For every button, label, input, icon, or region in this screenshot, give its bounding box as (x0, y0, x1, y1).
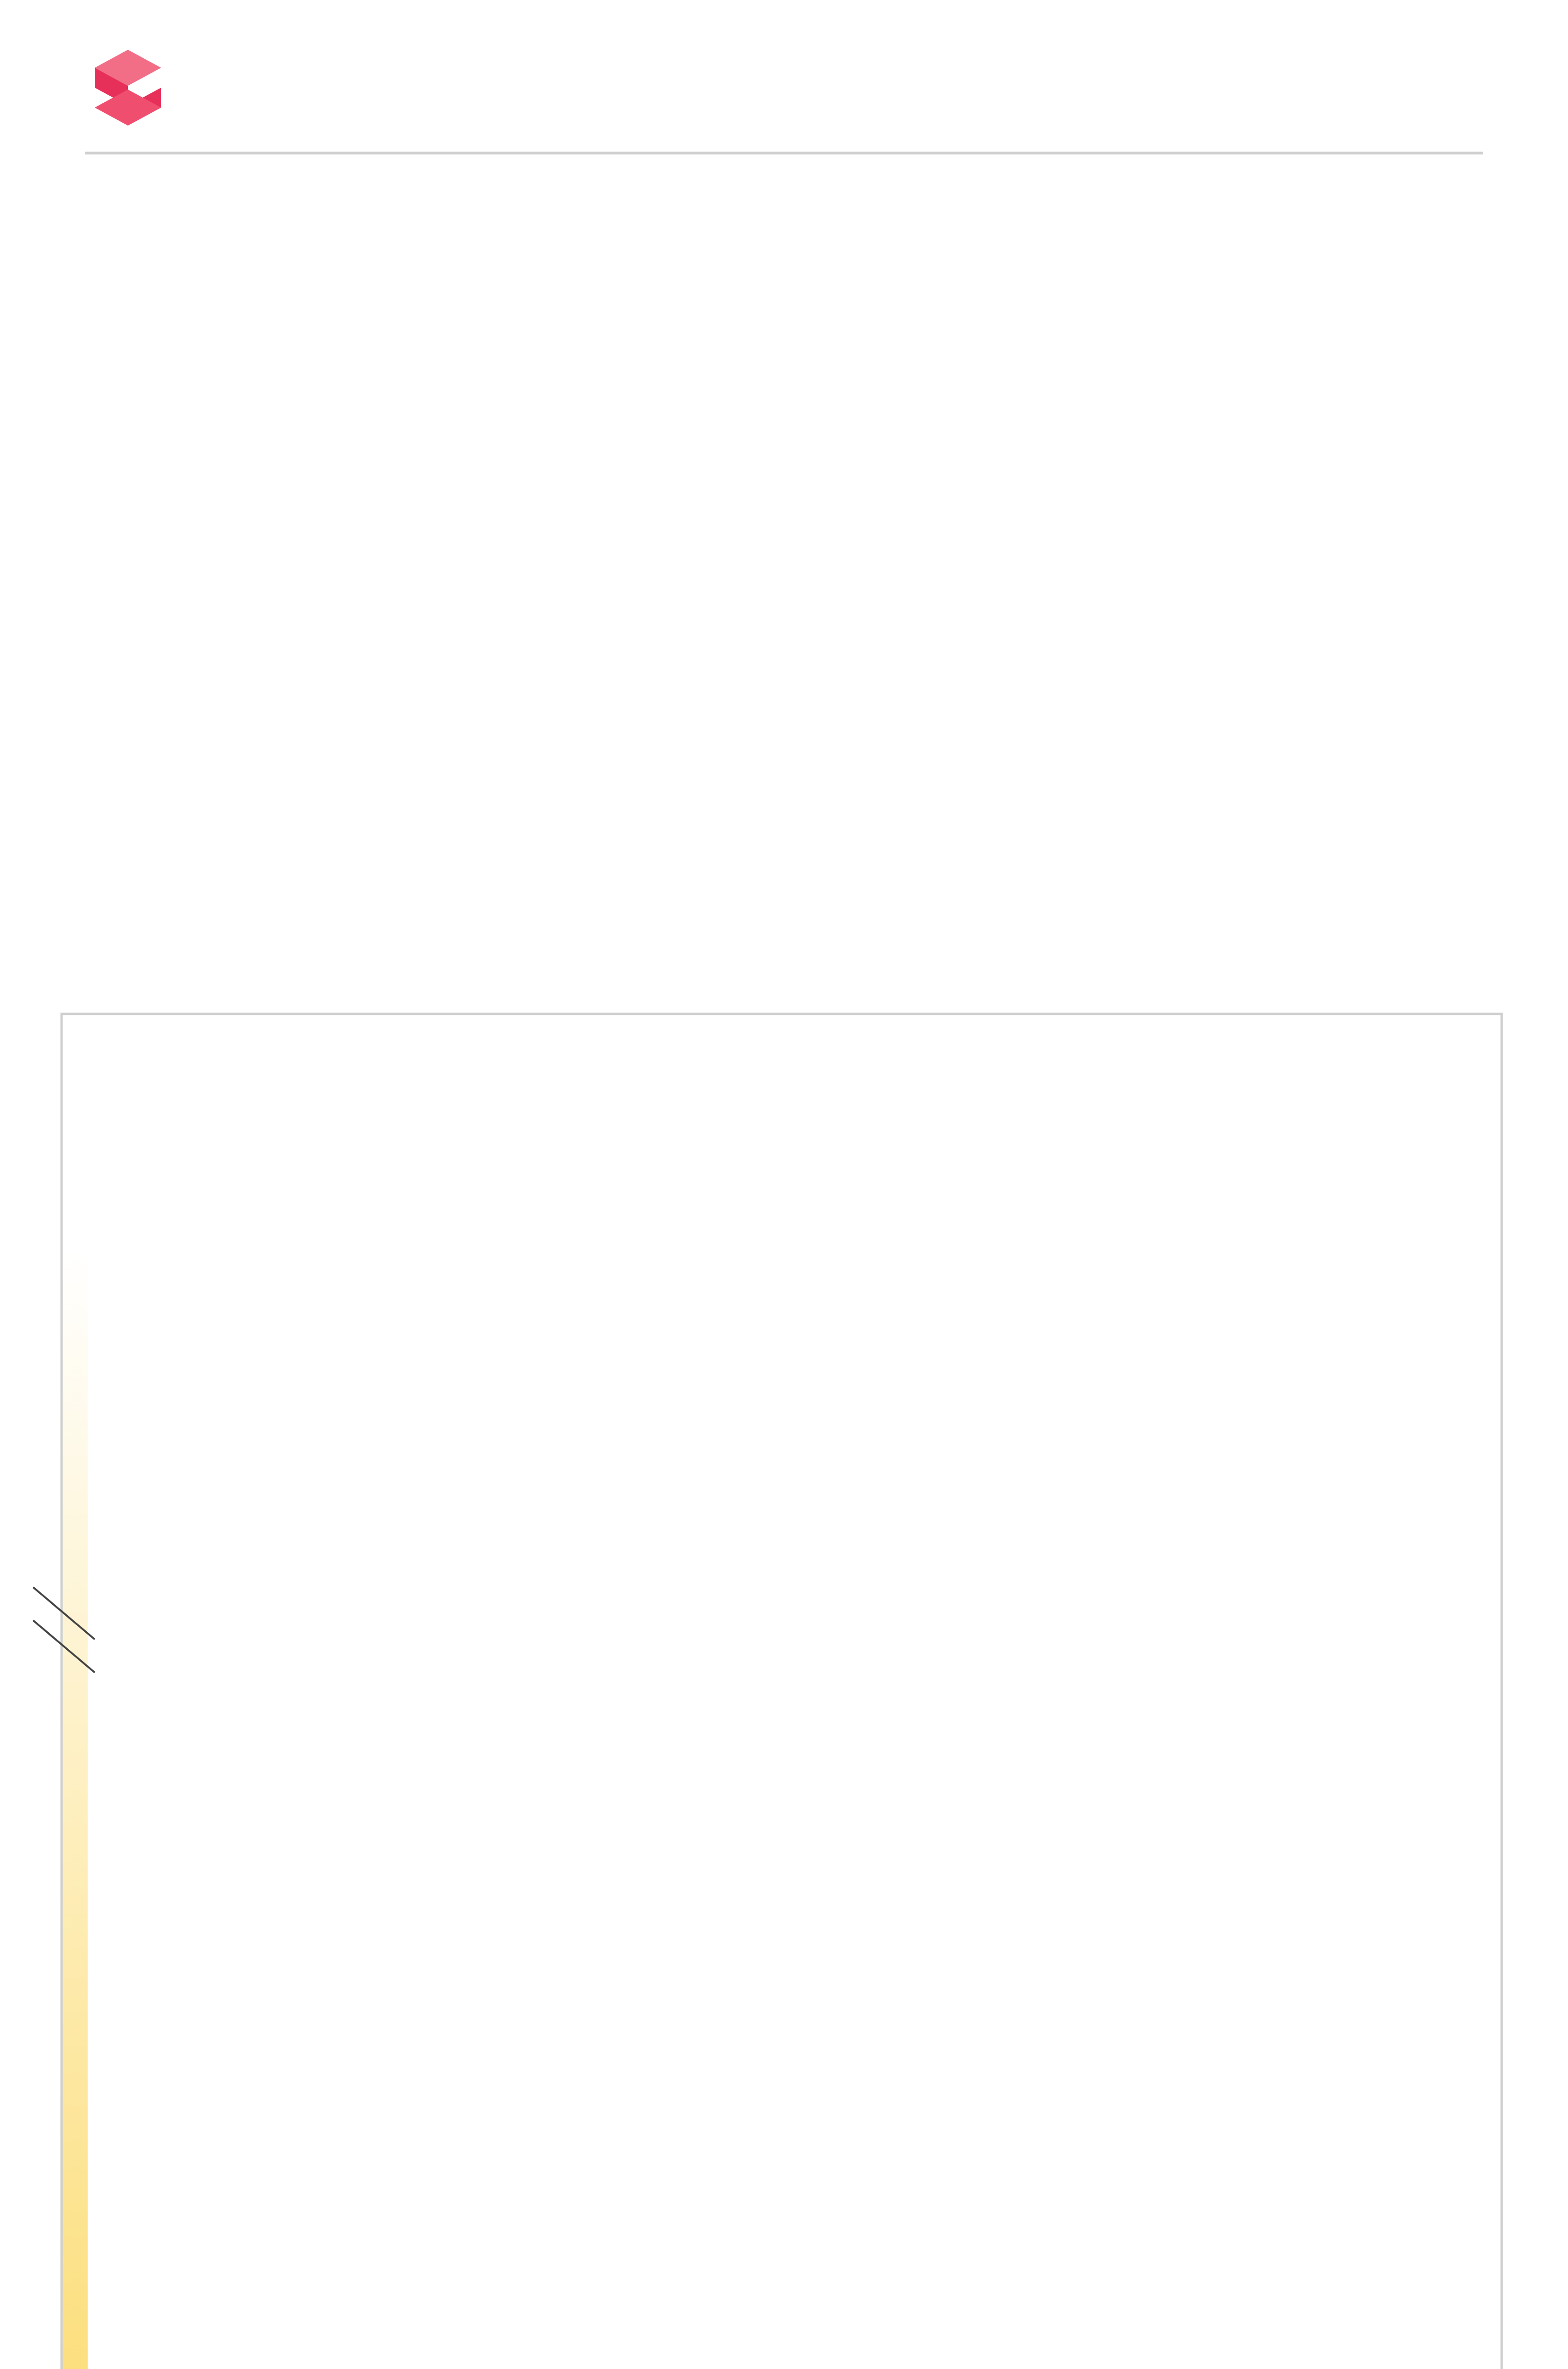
header-divider (85, 152, 1483, 154)
logo-icon (95, 50, 161, 126)
bubble-chart (0, 986, 1568, 2369)
plot-frame (62, 1014, 1502, 2369)
y-axis-bar (62, 1251, 88, 2369)
